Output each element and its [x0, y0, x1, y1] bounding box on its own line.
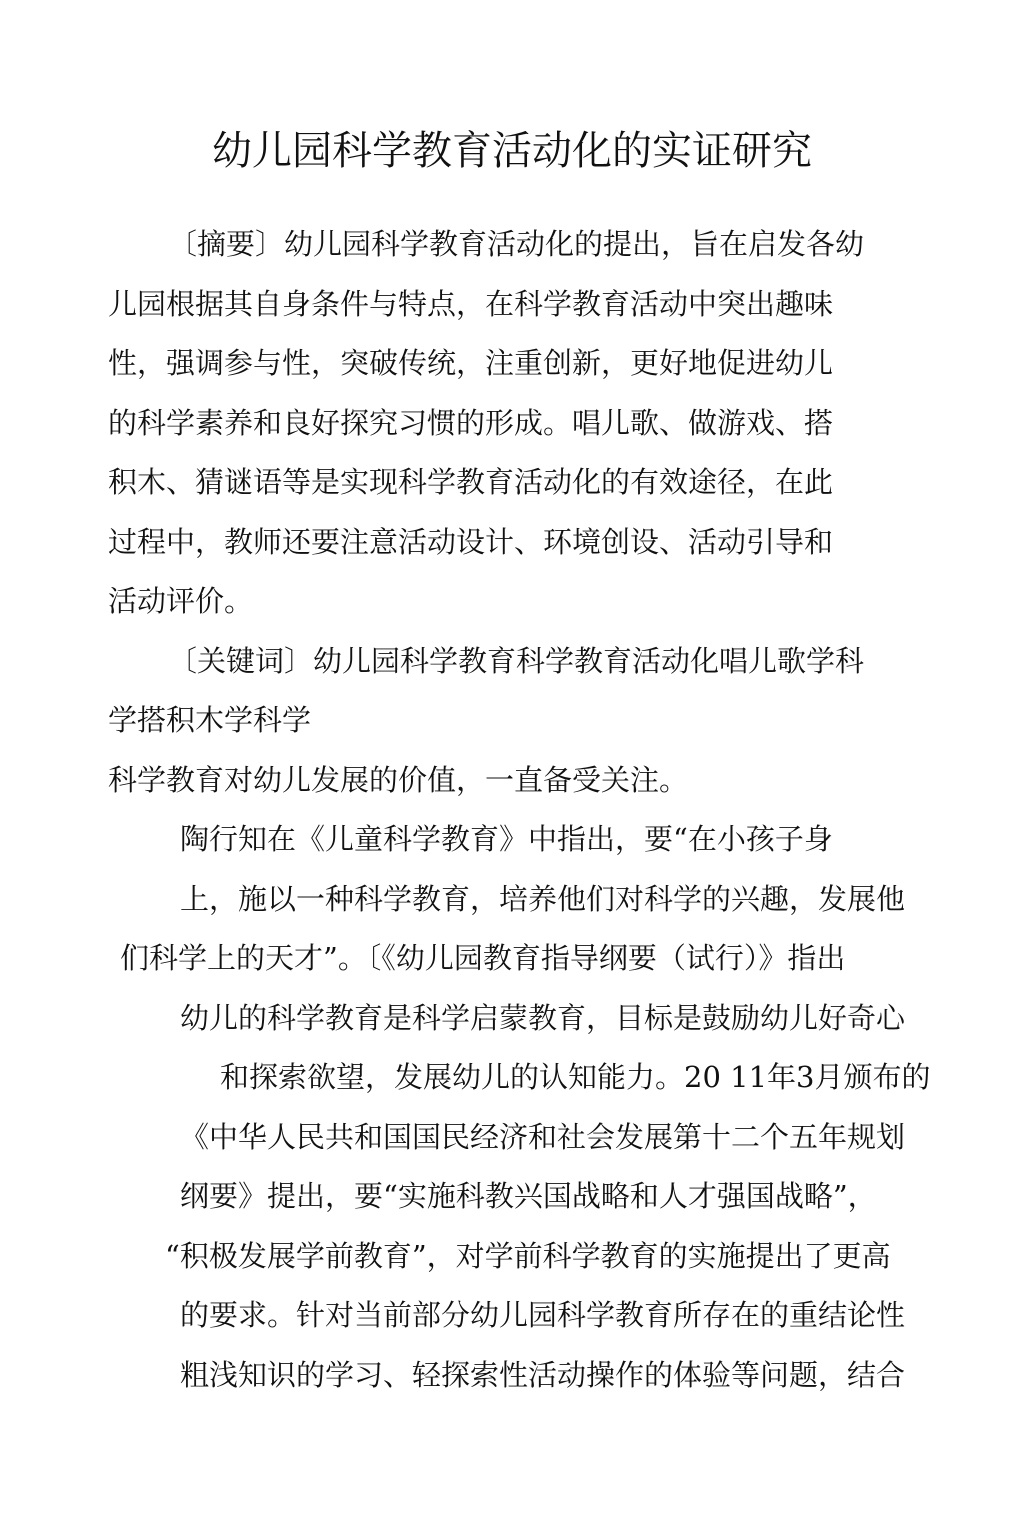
keywords-line-2: 学搭积木学科学 — [108, 703, 312, 737]
abstract-line-6: 过程中，教师还要注意活动设计、环境创设、活动引导和 — [108, 525, 834, 559]
abstract-line-4: 的科学素养和良好探究习惯的形成。唱儿歌、做游戏、搭 — [108, 406, 834, 440]
body-line-4: 们科学上的天才”。〔《幼儿园教育指导纲要（试行）》指出 — [120, 941, 846, 975]
body-line-7: 《中华人民共和国国民经济和社会发展第十二个五年规划 — [180, 1120, 906, 1154]
body-line-11: 粗浅知识的学习、轻探索性活动操作的体验等问题，结合 — [180, 1358, 906, 1392]
abstract-line-1: 〔摘要〕幼儿园科学教育活动化的提出，旨在启发各幼 — [168, 227, 865, 261]
abstract-line-7: 活动评价。 — [108, 584, 254, 618]
keywords-line-1: 〔关键词〕幼儿园科学教育科学教育活动化唱儿歌学科 — [168, 644, 865, 678]
body-line-10: 的要求。针对当前部分幼儿园科学教育所存在的重结论性 — [180, 1298, 906, 1332]
abstract-line-5: 积木、猜谜语等是实现科学教育活动化的有效途径，在此 — [108, 465, 834, 499]
body-line-6: 和探索欲望，发展幼儿的认知能力。20 11年3月颁布的 — [220, 1060, 931, 1094]
body-line-5: 幼儿的科学教育是科学启蒙教育，目标是鼓励幼儿好奇心 — [180, 1001, 906, 1035]
document-title: 幼儿园科学教育活动化的实证研究 — [212, 127, 812, 174]
body-line-3: 上，施以一种科学教育，培养他们对科学的兴趣，发展他 — [180, 882, 906, 916]
body-line-8: 纲要》提出，要“实施科教兴国战略和人才强国战略”， — [180, 1179, 877, 1213]
abstract-line-3: 性，强调参与性，突破传统，注重创新，更好地促进幼儿 — [108, 346, 834, 380]
body-line-9: “积极发展学前教育”，对学前科学教育的实施提出了更高 — [165, 1239, 891, 1273]
abstract-line-2: 儿园根据其自身条件与特点，在科学教育活动中突出趣味 — [108, 287, 834, 321]
body-line-1: 科学教育对幼儿发展的价值，一直备受关注。 — [108, 763, 689, 797]
body-line-2: 陶行知在《儿童科学教育》中指出，要“在小孩子身 — [180, 822, 833, 856]
